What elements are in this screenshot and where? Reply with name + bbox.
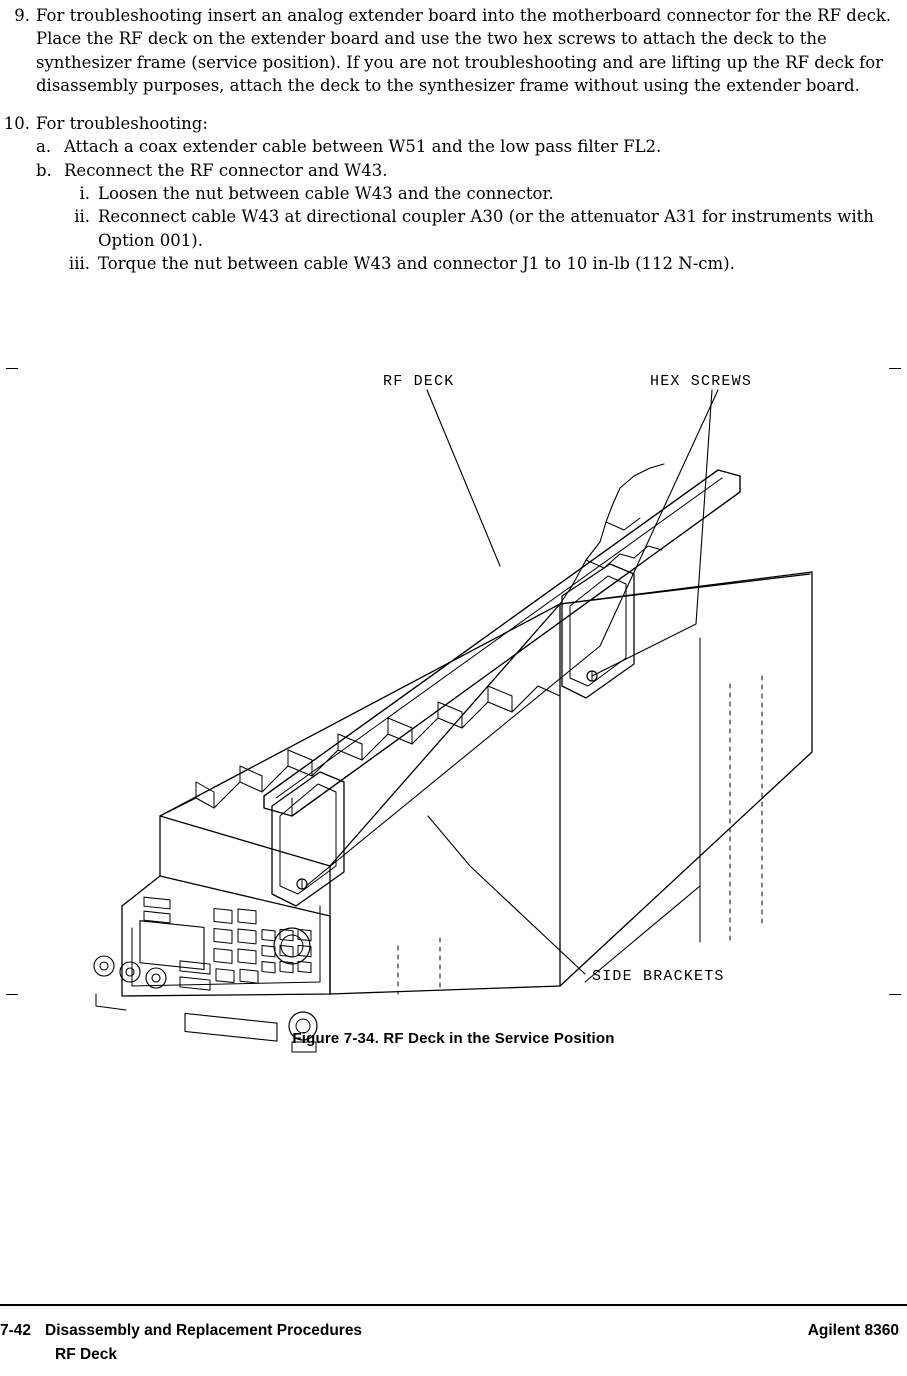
footer-divider: [0, 1304, 907, 1306]
sub-sub-item-ii-marker: ii.: [74, 207, 90, 227]
rf-deck-service-position-illustration: [0, 346, 907, 1056]
sub-sub-item-i-marker: i.: [79, 183, 90, 203]
figure-7-34: [0, 346, 907, 1056]
crop-mark-top-right: [889, 368, 901, 369]
sub-item-b-text: Reconnect the RF connector and W43.: [64, 160, 388, 180]
sub-item-a-text: Attach a coax extender cable between W51 and the low pass filter FL2.: [64, 137, 662, 157]
page-footer: [0, 1304, 907, 1376]
footer-product-name: Agilent 8360: [807, 1322, 899, 1339]
figure-caption: Figure 7-34. RF Deck in the Service Position: [292, 1030, 615, 1047]
sub-sub-item-ii-text: Reconnect cable W43 at directional coupler A30 (or the attenuator A31 for instruments with Option 001).: [98, 207, 874, 250]
sub-sub-item-i-text: Loosen the nut between cable W43 and the connector.: [98, 183, 554, 203]
sub-sub-item-iii-marker: iii.: [68, 254, 90, 274]
step-10-sub-list: [36, 135, 895, 182]
step-9: [0, 4, 907, 98]
step-9-text: For troubleshooting insert an analog extender board into the motherboard connector for the RF deck. Place the RF deck on the extender board and use the two hex screws to attach the deck to the synthesizer frame (service position). If you are not troubleshooting and are lifting up the RF deck for disassembly purposes, attach the deck to the synthesizer frame without using the extender board.: [36, 6, 892, 96]
sub-item-a-marker: a.: [36, 137, 52, 157]
step-10-text: For troubleshooting:: [36, 113, 208, 133]
sub-sub-item-i: [64, 182, 895, 205]
footer-main-row: [0, 1322, 907, 1340]
crop-mark-bottom-left: [6, 994, 18, 995]
label-hex-screws: HEX SCREWS: [650, 373, 753, 390]
sub-item-b: [36, 159, 895, 182]
sub-sub-item-iii-text: Torque the nut between cable W43 and connector J1 to 10 in-lb (112 N-cm).: [98, 254, 735, 274]
instruction-steps: [0, 0, 907, 276]
step-10: [0, 112, 907, 276]
sub-sub-item-ii: [64, 205, 895, 252]
crop-mark-top-left: [6, 368, 18, 369]
sub-item-a: [36, 135, 895, 158]
footer-chapter-title: Disassembly and Replacement Procedures: [45, 1322, 363, 1339]
step-9-body: [36, 4, 907, 98]
step-9-number: 9.: [14, 6, 30, 25]
step-10-sub-sub-list: [36, 182, 895, 276]
step-10-number: 10.: [3, 113, 30, 133]
footer-section-title: RF Deck: [55, 1346, 118, 1363]
crop-mark-bottom-right: [889, 994, 901, 995]
footer-page-number: 7-42: [0, 1322, 32, 1339]
sub-item-b-marker: b.: [36, 160, 52, 180]
sub-sub-item-iii: [64, 252, 895, 275]
label-rf-deck: RF DECK: [383, 373, 455, 390]
step-10-body: [36, 112, 907, 276]
label-side-brackets: SIDE BRACKETS: [592, 968, 725, 985]
